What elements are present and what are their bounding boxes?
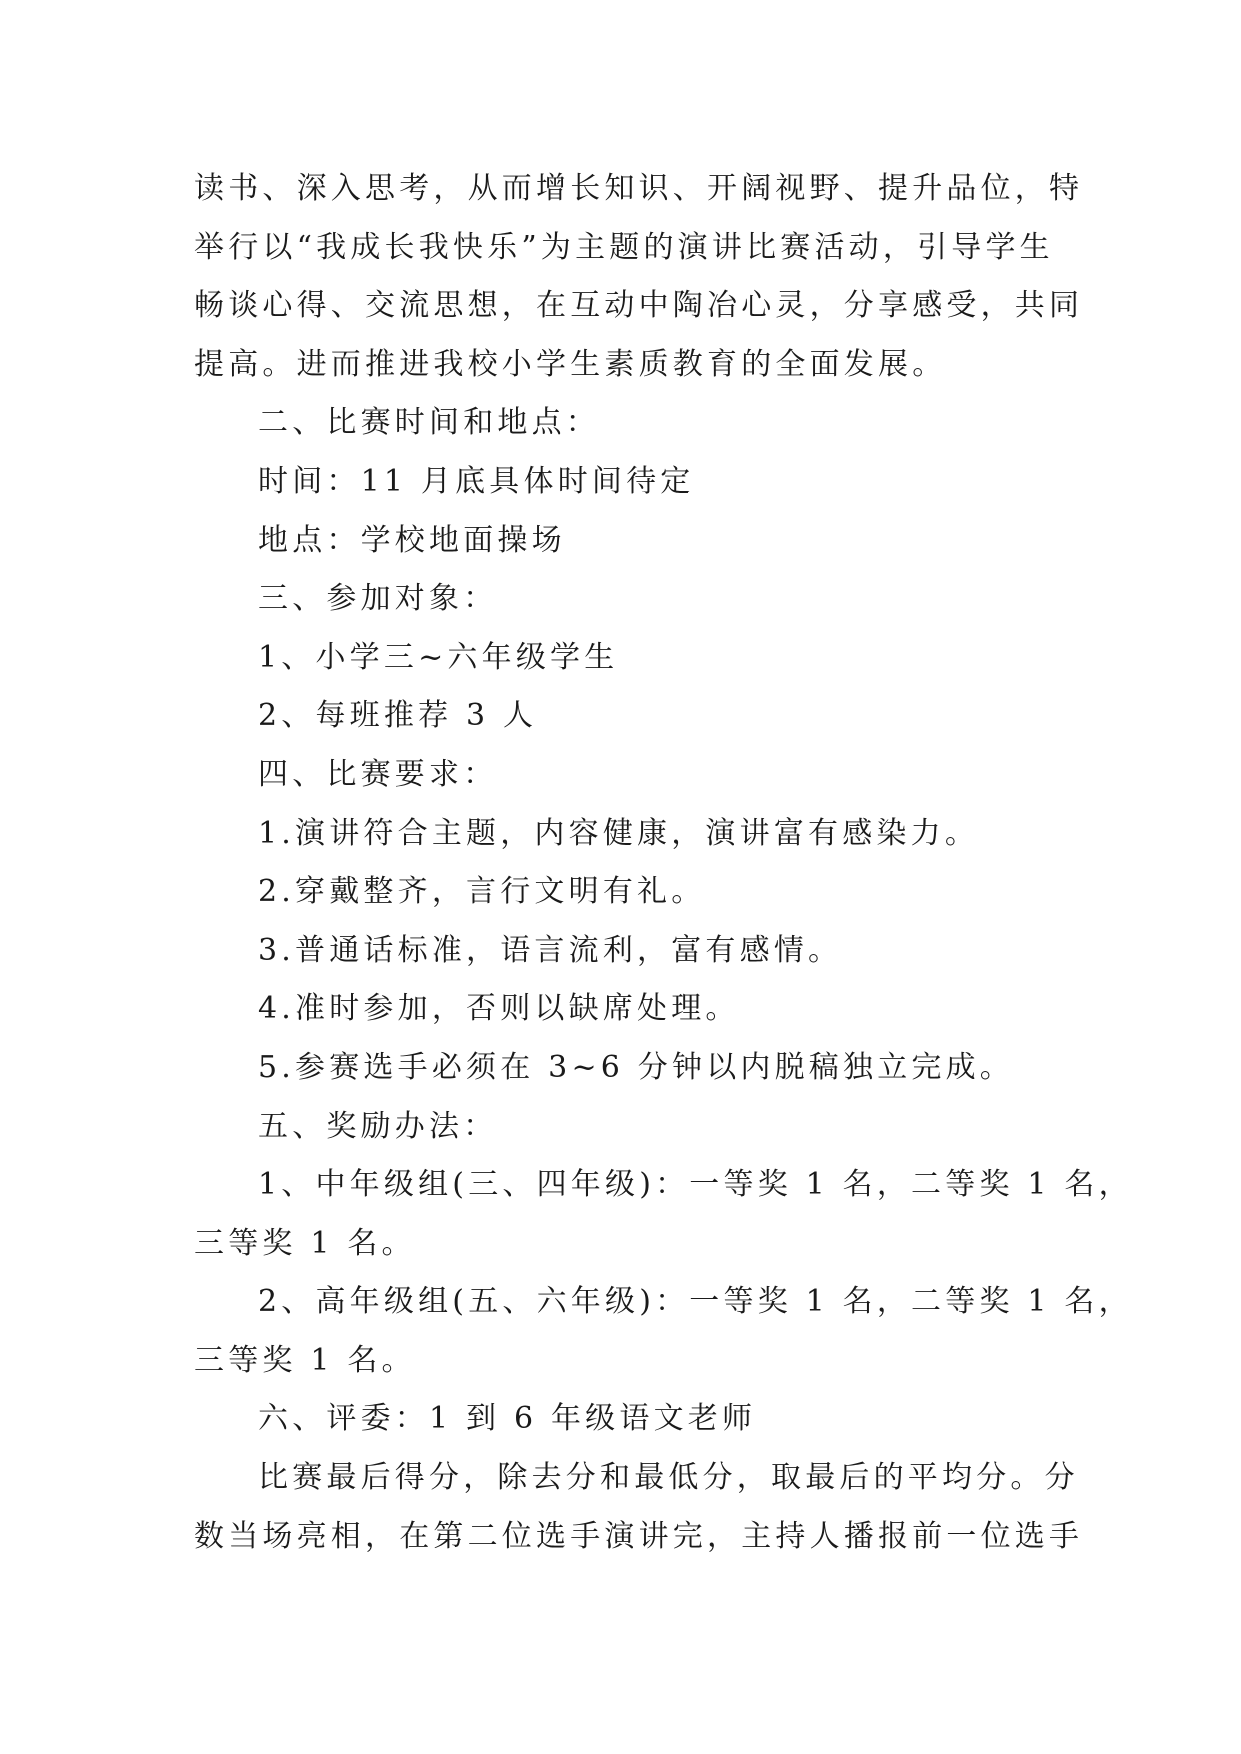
award-middle-line-2: 三等奖 1 名。 xyxy=(194,1225,416,1261)
intro-line-3: 畅谈心得、交流思想，在互动中陶冶心灵，分享感受，共同 xyxy=(194,288,1084,324)
section-heading-awards: 五、奖励办法： xyxy=(258,1108,498,1144)
section-heading-time-place: 二、比赛时间和地点： xyxy=(258,405,600,441)
time-line: 时间：11 月底具体时间待定 xyxy=(258,463,695,499)
award-senior-grade xyxy=(194,1273,1133,1390)
award-senior-line-1: 2、高年级组(五、六年级)：一等奖 1 名，二等奖 1 名， xyxy=(258,1284,1133,1320)
award-middle-line-1: 1、中年级组(三、四年级)：一等奖 1 名，二等奖 1 名， xyxy=(258,1167,1133,1203)
scoring-line-1: 比赛最后得分，除去分和最低分，取最后的平均分。分 xyxy=(258,1460,1079,1496)
requirement-item-4: 4.准时参加，否则以缺席处理。 xyxy=(258,991,740,1027)
document-body xyxy=(194,160,1133,1566)
scoring-line-2: 数当场亮相，在第二位选手演讲完，主持人播报前一位选手 xyxy=(194,1518,1084,1554)
scoring-paragraph xyxy=(194,1449,1084,1566)
intro-line-4: 提高。进而推进我校小学生素质教育的全面发展。 xyxy=(194,346,947,382)
participant-item-1: 1、小学三~六年级学生 xyxy=(258,639,619,675)
requirement-item-1: 1.演讲符合主题，内容健康，演讲富有感染力。 xyxy=(258,815,980,851)
intro-paragraph xyxy=(194,160,1084,394)
award-middle-grade xyxy=(194,1156,1133,1273)
intro-line-1: 读书、深入思考，从而增长知识、开阔视野、提升品位，特 xyxy=(194,171,1084,206)
participant-item-2: 2、每班推荐 3 人 xyxy=(258,698,538,734)
requirement-item-3: 3.普通话标准，语言流利，富有感情。 xyxy=(258,932,843,968)
intro-line-2: 举行以“我成长我快乐”为主题的演讲比赛活动，引导学生 xyxy=(194,229,1054,265)
requirement-item-2: 2.穿戴整齐，言行文明有礼。 xyxy=(258,874,706,910)
requirement-item-5: 5.参赛选手必须在 3~6 分钟以内脱稿独立完成。 xyxy=(258,1049,1015,1085)
place-line: 地点：学校地面操场 xyxy=(258,522,566,558)
award-senior-line-2: 三等奖 1 名。 xyxy=(194,1342,416,1378)
section-heading-requirements: 四、比赛要求： xyxy=(258,756,498,792)
section-heading-judges: 六、评委：1 到 6 年级语文老师 xyxy=(258,1401,757,1437)
section-heading-participants: 三、参加对象： xyxy=(258,581,498,617)
